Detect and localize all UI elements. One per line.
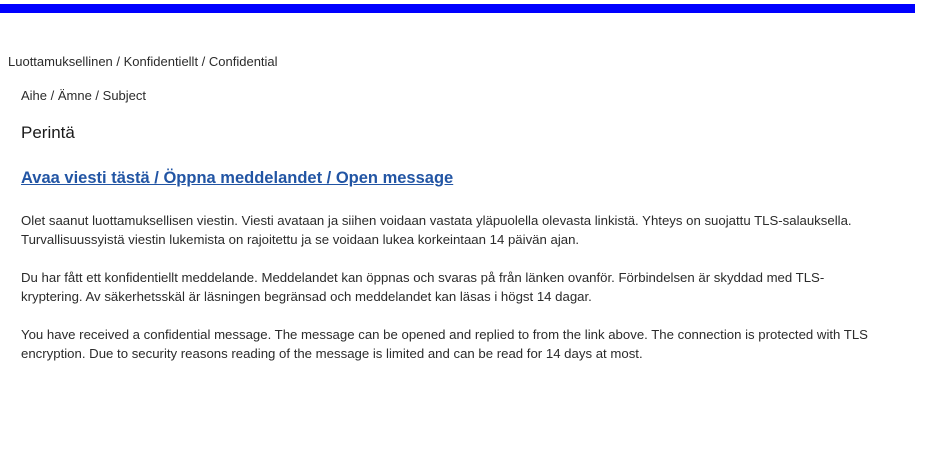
confidentiality-notice: Luottamuksellinen / Konfidentiellt / Confidential — [8, 54, 278, 69]
subject-label: Aihe / Ämne / Subject — [21, 88, 147, 103]
subject-value: Perintä — [21, 123, 75, 142]
message-body-paragraph-fi: Olet saanut luottamuksellisen viestin. Viesti avataan ja siihen voidaan vastata yläpuolella olevasta linkistä. Yhteys on suojattu TLS-salauksella. Turvallisuussyistä viestin lukemista on rajoitettu ja se voidaan lukea korkeintaan 14 päivän ajan. — [21, 213, 852, 247]
message-content — [21, 87, 891, 363]
open-message-link[interactable]: Avaa viesti tästä / Öppna meddelandet / Open message — [21, 169, 454, 187]
message-body-paragraph-sv: Du har fått ett konfidentiellt meddelande. Meddelandet kan öppnas och svaras på från länken ovanför. Förbindelsen är skyddad med TLS-kryptering. Av säkerhetsskäl är läsningen begränsad och meddelandet kan läsas i högst 14 dagar. — [21, 270, 825, 304]
brand-accent-bar — [0, 4, 915, 13]
message-body-paragraph-en: You have received a confidential message. The message can be opened and replied to from the link above. The connection is protected with TLS encryption. Due to security reasons reading of the message is limited and can be read for 14 days at most. — [21, 327, 868, 361]
